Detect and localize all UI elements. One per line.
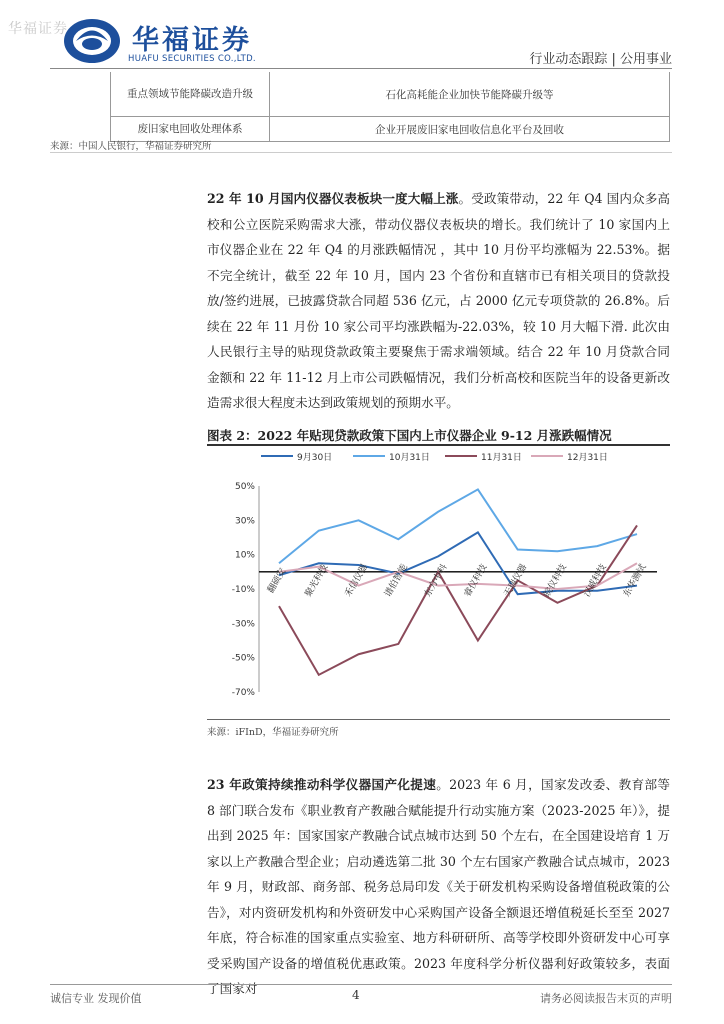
series-line: [279, 563, 637, 589]
footer-disclaimer: 请务必阅读报告末页的声明: [540, 992, 672, 1005]
legend-label: 12月31日: [567, 453, 608, 463]
paragraph-1: [207, 186, 670, 416]
legend-label: 9月30日: [297, 453, 333, 463]
x-tick-label: 聚光科技: [303, 562, 331, 599]
x-tick-label: 谱伯智能: [383, 562, 410, 599]
x-tick-label: 翻硕安: [266, 566, 289, 596]
x-tick-label: 东方中科: [423, 562, 450, 599]
watermark: 华福证券: [8, 21, 68, 37]
x-tick-label: 禾信仪器: [343, 562, 371, 599]
table-cell: 企业开展废旧家电回收信息化平台及回收: [270, 117, 670, 142]
paragraph-2: [207, 772, 670, 1002]
x-tick-label: 天瑞仪器: [502, 562, 530, 599]
figure-title: 图表 2：2022 年贴现贷款政策下国内上市仪器企业 9-12 月涨跌幅情况: [207, 428, 612, 443]
page-number: 4: [352, 988, 360, 1002]
y-tick-label: 10%: [234, 550, 255, 561]
company-logo: [62, 16, 272, 68]
y-tick-label: -70%: [231, 688, 255, 698]
figure-bottom-rule: [207, 719, 670, 720]
policy-table: [110, 72, 670, 142]
y-tick-label: -10%: [231, 585, 255, 595]
table-cell: 石化高耗能企业加快节能降碳升级等: [270, 72, 670, 117]
footer-slogan: 诚信专业 发现价值: [50, 992, 142, 1005]
source-divider: [50, 152, 672, 153]
table-source: 来源：中国人民银行，华福证券研究所: [50, 141, 212, 152]
paragraph-2-heading: 23 年政策持续推动科学仪器国产化提速: [207, 777, 437, 792]
x-tick-label: 皖仪科技: [542, 562, 570, 599]
line-chart: [207, 446, 670, 718]
figure-source: 来源：iFInD，华福证券研究所: [207, 727, 339, 738]
legend-label: 10月31日: [389, 453, 430, 463]
paragraph-1-heading: 22 年 10 月国内仪器仪表板块一度大幅上涨: [207, 191, 459, 206]
y-tick-label: 50%: [234, 482, 255, 492]
x-tick-label: 东华测试: [621, 562, 649, 599]
y-tick-label: -50%: [231, 653, 255, 664]
footer-divider: [50, 984, 672, 985]
logo-en-text: HUAFU SECURITIES CO.,LTD.: [128, 54, 256, 64]
x-tick-label: 睿仪科技: [462, 562, 490, 599]
y-tick-label: -30%: [231, 619, 255, 630]
logo-cn-text: 华福证券: [132, 25, 252, 56]
table-cell: 重点领域节能降碳改造升级: [111, 72, 270, 117]
report-category: 行业动态跟踪 | 公用事业: [529, 52, 672, 67]
table-cell: 废旧家电回收处理体系: [111, 117, 270, 142]
logo-emblem-icon: [62, 16, 122, 66]
y-tick-label: 30%: [234, 516, 255, 527]
paragraph-1-text: 。受政策带动，22 年 Q4 国内众多高校和公立医院采购需求大涨，带动仪器仪表板块的增长。我们统计了 10 家国内上市仪器企业在 22 年 Q4 的月涨跌幅情况 ，其中 10 月份平均涨幅为 22.53%。据不完全统计，截至 22 年 10 月，国内 23 个省份和直辖市已有相关项目的贷款投放/签约进展，已披露贷款合同超 536 亿元，占 2000 亿元专项贷款的 26.8%。后续在 22 年 11 月份 10 家公司平均涨跌幅为-22.03%，较 10 月大幅下滑. 此次由人民银行主导的贴现贷款政策主要聚焦于需求端领域。结合 22 年 10 月贷款合同金额和 22 年 11-12 月上市公司跌幅情况，我们分析高校和医院当年的设备更新改造需求很大程度未达到政策规划的预期水平。: [207, 191, 670, 410]
legend-label: 11月31日: [481, 453, 522, 463]
paragraph-2-text: 。2023 年 6 月，国家发改委、教育部等 8 部门联合发布《职业教育产教融合赋能提升行动实施方案（2023-2025 年）》，提出到 2025 年：国家国家产教融合试点城市达到 50 个左右，在全国建设培育 1 万家以上产教融合型企业；启动遴选第二批 30 个左右国家产教融合试点城市，2023 年 9 月，财政部、商务部、税务总局印发《关于研发机构采购设备增值税政策的公告》，对内资研发机构和外资研发中心采购国产设备全额退还增值税延长至至 2027 年底，符合标准的国家重点实验室、地方科研研所、高等学校即外资研发中心可享受采购国产设备的增值税优惠政策。2023 年度科学分析仪器利好政策较多，表面了国家对: [207, 777, 670, 996]
x-tick-label: 汉威科技: [582, 562, 609, 599]
series-line: [279, 489, 637, 563]
header-divider: [50, 68, 672, 69]
table-row: [111, 72, 670, 117]
